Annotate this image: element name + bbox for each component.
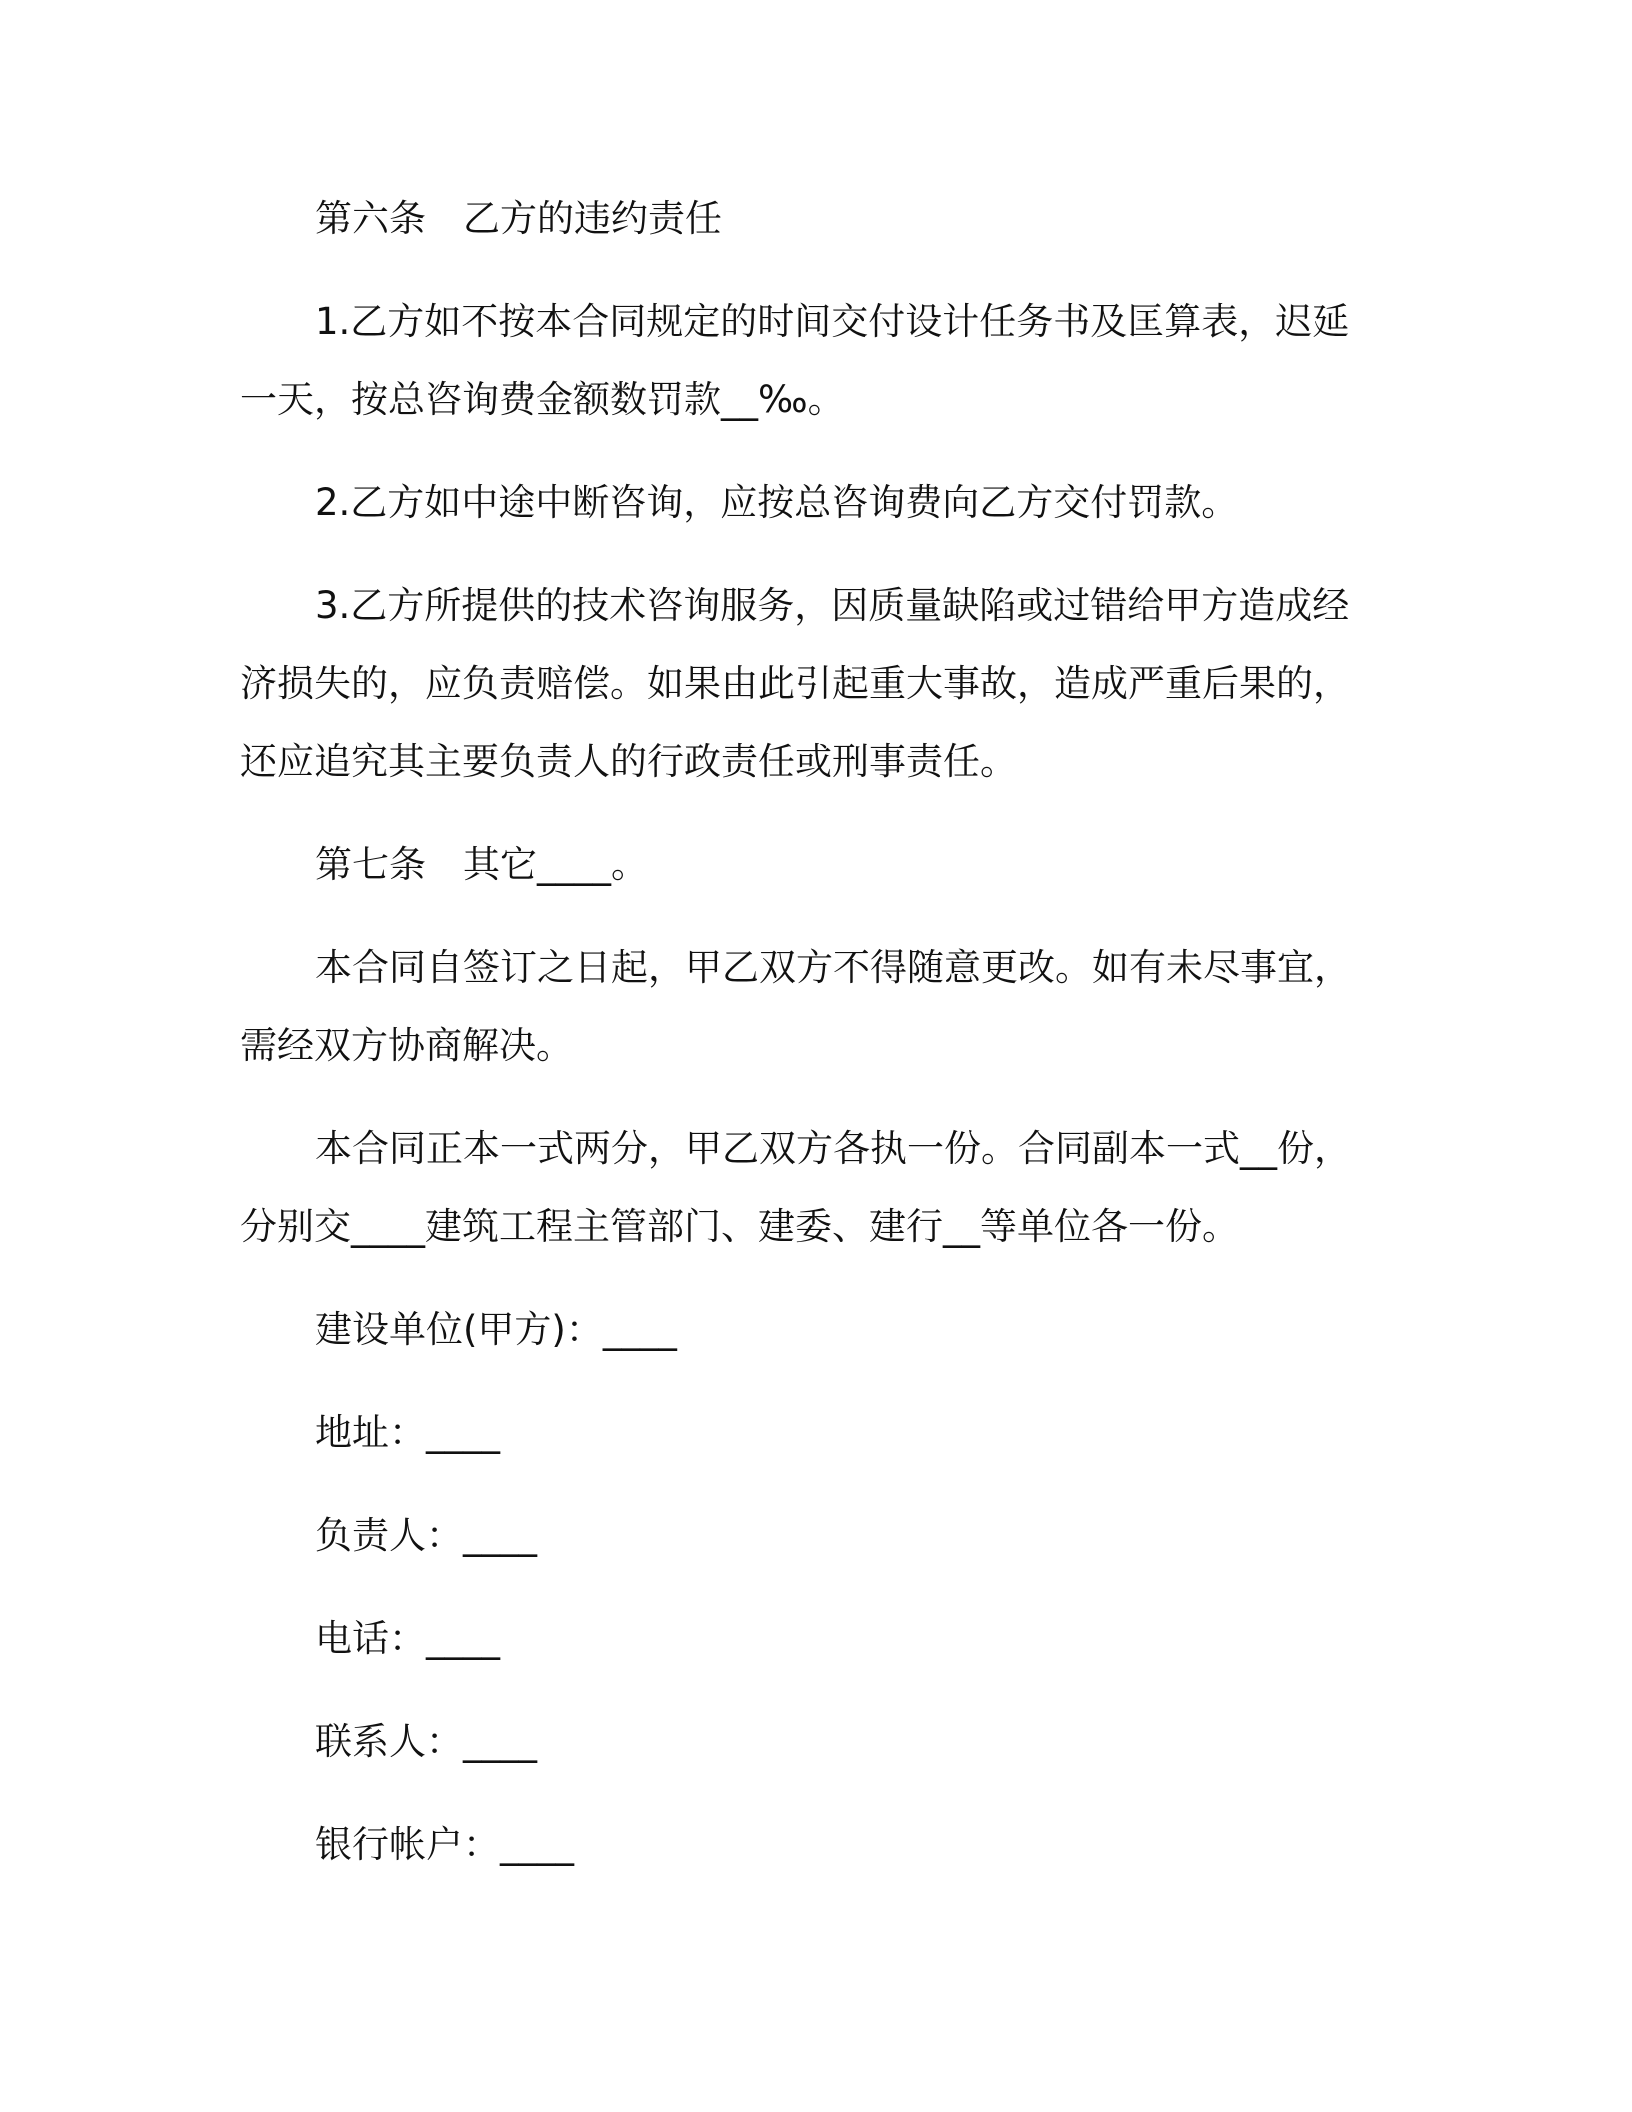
article-6-item-3-line-3: 还应追究其主要负责人的行政责任或刑事责任。 [240, 740, 1017, 783]
field-label: 联系人： [315, 1720, 463, 1763]
field-blank: ____ [500, 1823, 574, 1866]
article-6-heading: 第六条 乙方的违约责任 [315, 197, 722, 240]
clause-effect-line-1: 本合同自签订之日起，甲乙双方不得随意更改。如有未尽事宜， [315, 946, 1351, 989]
clause-effect-line-2: 需经双方协商解决。 [240, 1024, 573, 1067]
article-7-heading: 第七条 其它____。 [315, 843, 648, 886]
field-blank: ____ [602, 1308, 677, 1351]
field-bank-account [315, 1806, 574, 1884]
field-label: 负责人： [315, 1514, 463, 1557]
field-blank: ____ [426, 1617, 500, 1660]
article-6-item-3-line-1: 3.乙方所提供的技术咨询服务，因质量缺陷或过错给甲方造成经 [315, 584, 1350, 627]
field-label: 电话： [315, 1617, 426, 1660]
clause-copies-line-2: 分别交____建筑工程主管部门、建委、建行__等单位各一份。 [240, 1205, 1239, 1248]
field-address [315, 1394, 500, 1472]
field-blank: ____ [463, 1514, 537, 1557]
article-6-item-2-line-1: 2.乙方如中途中断咨询，应按总咨询费向乙方交付罚款。 [315, 481, 1239, 524]
field-label: 银行帐户： [315, 1823, 500, 1866]
field-phone [315, 1600, 500, 1678]
field-person-in-charge [315, 1497, 537, 1575]
clause-copies-line-1: 本合同正本一式两分，甲乙双方各执一份。合同副本一式__份， [315, 1127, 1351, 1170]
field-construction-unit [315, 1291, 677, 1369]
field-label: 地址： [315, 1411, 426, 1454]
field-blank: ____ [426, 1411, 500, 1454]
article-6-item-1-line-2: 一天，按总咨询费金额数罚款__‰。 [240, 378, 845, 421]
field-blank: ____ [463, 1720, 537, 1763]
field-contact-person [315, 1703, 537, 1781]
field-label: 建设单位(甲方)： [315, 1308, 603, 1351]
article-6-item-3-line-2: 济损失的，应负责赔偿。如果由此引起重大事故，造成严重后果的， [240, 662, 1350, 705]
article-6-item-1-line-1: 1.乙方如不按本合同规定的时间交付设计任务书及匡算表，迟延 [315, 300, 1350, 343]
